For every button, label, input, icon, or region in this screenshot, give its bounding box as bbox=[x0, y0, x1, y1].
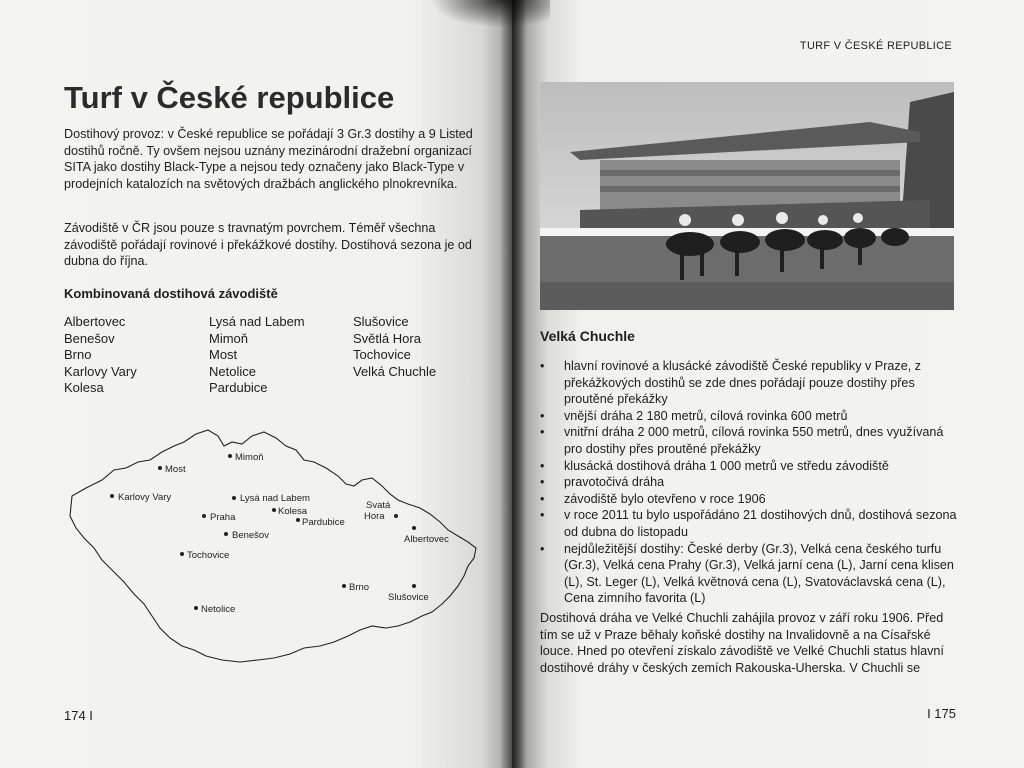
list-item: Most bbox=[209, 347, 238, 362]
section-title: Velká Chuchle bbox=[540, 328, 635, 344]
list-item: Kolesa bbox=[64, 380, 104, 395]
city-dot-brno bbox=[342, 584, 346, 588]
city-dot-netolice bbox=[194, 606, 198, 610]
history-paragraph: Dostihová dráha ve Velké Chuchli zahájila provoz v září roku 1906. Před tím se už v Praze běhaly koňské dostihy na Invalidovně a na Císařské louce. Hned po otevření získalo závodiště ve Velké Chuchli status hlavní dostihové dráhy v českých zemích Rakouska-Uherska. V Chuchli se bbox=[540, 611, 944, 675]
map-label-albertovec: Albertovec bbox=[404, 534, 449, 545]
facts-list bbox=[540, 358, 960, 607]
city-dot-svetla-hora bbox=[394, 514, 398, 518]
city-dot-praha bbox=[202, 514, 206, 518]
city-dot-tochovice bbox=[180, 552, 184, 556]
map-label-pardubice: Pardubice bbox=[302, 517, 345, 528]
list-item: Světlá Hora bbox=[353, 330, 421, 346]
running-header: TURF V ČESKÉ REPUBLICE bbox=[799, 40, 952, 52]
city-dot-kolesa bbox=[272, 508, 276, 512]
country-outline bbox=[70, 430, 476, 662]
racecourse-photo bbox=[540, 82, 954, 310]
city-dot-pardubice bbox=[296, 518, 300, 522]
map-label-slusovice: Slušovice bbox=[388, 592, 429, 603]
track-list-column-3 bbox=[353, 314, 436, 380]
map-label-mimon: Mimoň bbox=[235, 452, 264, 463]
map-label-netolice: Netolice bbox=[201, 604, 236, 615]
city-dot-albertovec bbox=[412, 526, 416, 530]
list-item: • vnější dráha 2 180 metrů, cílová rovinka 600 metrů bbox=[540, 408, 960, 425]
list-item: Benešov bbox=[64, 330, 115, 346]
city-dot-most bbox=[158, 466, 162, 470]
book-spine-shadow bbox=[500, 0, 526, 768]
list-item: • klusácká dostihová dráha 1 000 metrů ve středu závodiště bbox=[540, 458, 960, 475]
page-number-left: 174 I bbox=[64, 708, 93, 723]
surface-paragraph: Závodiště v ČR jsou pouze s travnatým povrchem. Téměř všechna závodiště pořádají rovinové i překážkové dostihy. Dostihová sezona je od dubna do října. bbox=[64, 221, 472, 269]
map-label-benesov: Benešov bbox=[232, 530, 269, 541]
list-item: Albertovec bbox=[64, 314, 126, 329]
city-dot-benesov bbox=[224, 532, 228, 536]
city-dot-mimon bbox=[228, 454, 232, 458]
map-label-most: Most bbox=[165, 464, 186, 475]
list-item: Pardubice bbox=[209, 380, 268, 395]
list-item: Karlovy Vary bbox=[64, 363, 137, 379]
city-dot-slusovice bbox=[412, 584, 416, 588]
czech-map bbox=[64, 420, 484, 670]
list-item: • hlavní rovinové a klusácké závodiště České republiky v Praze, z překážkových dostihů se zde dnes pořádají pouze dostihy přes proutěné překážky bbox=[540, 358, 960, 408]
map-label-svetla-hora-1: Svatá bbox=[366, 500, 391, 511]
list-item: Lysá nad Labem bbox=[209, 314, 305, 329]
list-item: Slušovice bbox=[353, 314, 409, 329]
map-label-kolesa: Kolesa bbox=[278, 506, 308, 517]
spine-top-shadow bbox=[430, 0, 550, 28]
list-item: • nejdůležitější dostihy: České derby (Gr.3), Velká cena českého turfu (Gr.3), Velká cena Prahy (Gr.3), Velká jarní cena (L), Jarní cena klisen (L), St. Leger (L), Velká květnová cena (L), Svatováclavská cena (L), Cena zimního favorita (L) bbox=[540, 541, 960, 607]
city-dot-karlovy-vary bbox=[110, 494, 114, 498]
list-item: Brno bbox=[64, 347, 92, 362]
list-item: Mimoň bbox=[209, 330, 249, 346]
track-list-column-2 bbox=[209, 314, 305, 397]
map-label-tochovice: Tochovice bbox=[187, 550, 230, 561]
list-item: • závodiště bylo otevřeno v roce 1906 bbox=[540, 491, 960, 508]
list-item: Tochovice bbox=[353, 347, 411, 362]
page-number-right: I 175 bbox=[927, 706, 956, 721]
page-title: Turf v České republice bbox=[64, 80, 395, 115]
list-item: Netolice bbox=[209, 363, 256, 379]
track-list-column-1 bbox=[64, 314, 137, 397]
list-item: • vnitřní dráha 2 000 metrů, cílová rovinka 550 metrů, dnes využívaná pro dostihy přes proutěné překážky bbox=[540, 424, 960, 457]
map-label-lysa: Lysá nad Labem bbox=[240, 493, 310, 504]
list-item: Velká Chuchle bbox=[353, 363, 437, 379]
list-item: • pravotočivá dráha bbox=[540, 474, 960, 491]
intro-paragraph: Dostihový provoz: v České republice se pořádají 3 Gr.3 dostihy a 9 Listed dostihů ročně. Ty ovšem nejsou uznány mezinárodní dražební organizací SITA jako dostihy Black-Type a nejsou tedy označeny jako Black-Type v prodejních katalozích na světových dražbách anglického plnokrevníka. bbox=[64, 127, 473, 191]
city-dot-lysa bbox=[232, 496, 236, 500]
map-label-svetla-hora-2: Hora bbox=[364, 511, 385, 522]
map-label-brno: Brno bbox=[349, 582, 370, 593]
subheading-combined-tracks: Kombinovaná dostihová závodiště bbox=[64, 286, 278, 301]
map-label-karlovy-vary: Karlovy Vary bbox=[118, 492, 172, 503]
list-item: • v roce 2011 tu bylo uspořádáno 21 dostihových dnů, dostihová sezona od dubna do listopadu bbox=[540, 507, 960, 540]
map-label-praha: Praha bbox=[210, 512, 236, 523]
